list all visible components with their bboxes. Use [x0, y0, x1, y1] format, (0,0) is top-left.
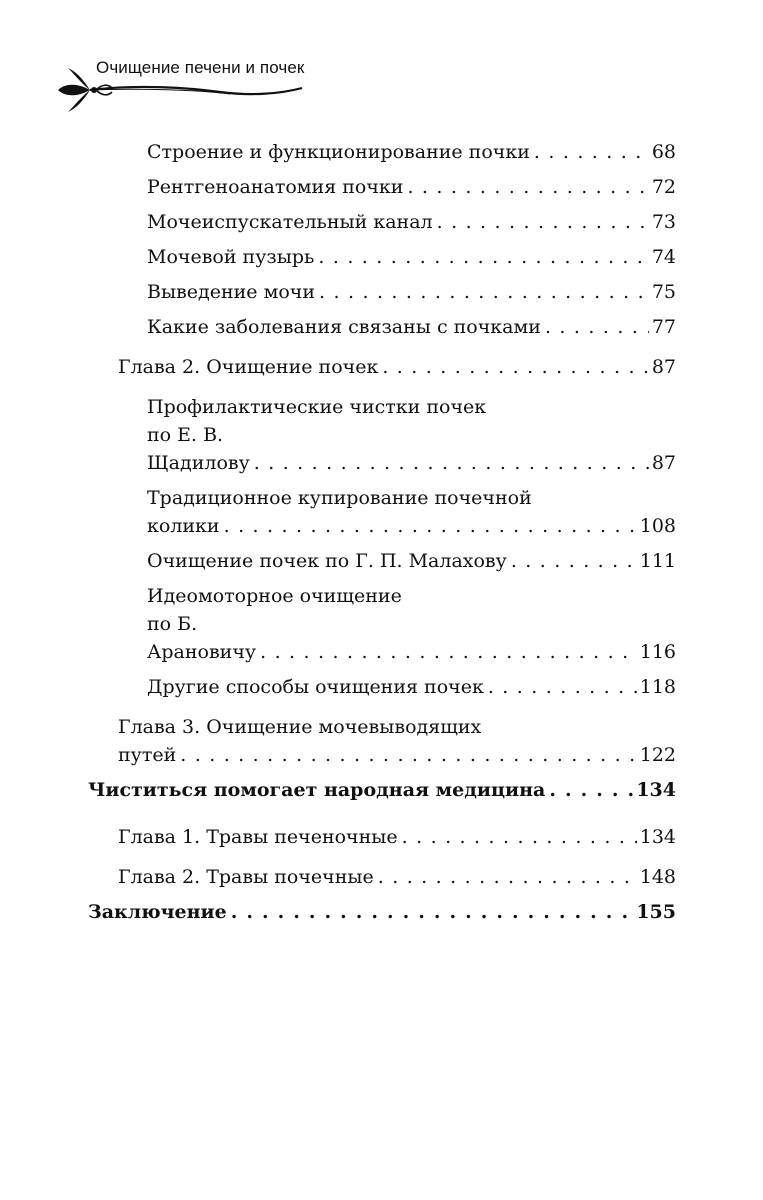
toc-page-number: 118: [639, 676, 676, 698]
toc-entry-title: Глава 1. Травы печеночные: [118, 826, 398, 848]
table-of-contents: [88, 138, 676, 926]
toc-entry-title: Очищение почек по Г. П. Малахову: [147, 550, 507, 572]
toc-entry-title-line2: путей: [118, 744, 177, 766]
toc-entry-title-line2: по Б. Арановичу: [147, 613, 257, 663]
dot-leader: [534, 138, 649, 166]
toc-entry[interactable]: [88, 484, 676, 540]
dot-leader: [319, 278, 649, 306]
toc-entry-title-line2: колики: [147, 515, 220, 537]
toc-entry-title: Глава 2. Травы почечные: [118, 866, 374, 888]
toc-page-number: 111: [639, 550, 676, 572]
toc-page-number: 87: [651, 452, 676, 474]
dot-leader: [382, 353, 648, 381]
dot-leader: [545, 313, 649, 341]
toc-part-entry[interactable]: [88, 776, 676, 804]
dot-leader: [402, 823, 637, 851]
toc-entry-title: Мочевой пузырь: [147, 246, 315, 268]
toc-page-number: 134: [636, 779, 676, 801]
dot-leader: [407, 173, 648, 201]
toc-page-number: 148: [639, 866, 676, 888]
toc-entry-title: Мочеиспускательный канал: [147, 211, 433, 233]
dot-leader: [180, 741, 636, 769]
toc-entry-title-line1: Глава 3. Очищение мочевыводящих: [118, 716, 482, 738]
toc-entry-title: Глава 2. Очищение почек: [118, 356, 379, 378]
toc-page-number: 77: [651, 316, 676, 338]
dot-leader: [437, 208, 649, 236]
toc-page-number: 155: [636, 901, 676, 923]
toc-page-number: 73: [651, 211, 676, 233]
dot-leader: [254, 449, 649, 477]
toc-chapter-entry[interactable]: [88, 863, 676, 891]
toc-entry[interactable]: [88, 243, 676, 271]
toc-page-number: 72: [651, 176, 676, 198]
toc-entry[interactable]: [88, 208, 676, 236]
toc-chapter-entry[interactable]: [88, 353, 676, 381]
toc-entry[interactable]: [88, 278, 676, 306]
toc-entry[interactable]: [88, 393, 676, 477]
toc-entry[interactable]: [88, 313, 676, 341]
toc-entry-title: Выведение мочи: [147, 281, 316, 303]
toc-entry-title: Заключение: [88, 901, 227, 923]
toc-chapter-entry[interactable]: [88, 823, 676, 851]
toc-page-number: 68: [651, 141, 676, 163]
toc-entry-title-line2: по Е. В. Щадилову: [147, 424, 250, 474]
toc-entry-title: Строение и функционирование почки: [147, 141, 530, 163]
toc-chapter-entry[interactable]: [88, 713, 676, 769]
toc-entry-title-line1: Профилактические чистки почек: [147, 396, 487, 418]
toc-entry[interactable]: [88, 138, 676, 166]
toc-entry-title-line1: Традиционное купирование почечной: [147, 487, 532, 509]
toc-page-number: 74: [651, 246, 676, 268]
toc-page-number: 116: [639, 641, 676, 663]
toc-page-number: 108: [639, 515, 676, 537]
dot-leader: [488, 673, 637, 701]
toc-page-number: 122: [639, 744, 676, 766]
toc-page-number: 75: [651, 281, 676, 303]
toc-part-entry[interactable]: [88, 898, 676, 926]
dot-leader: [260, 638, 637, 666]
dot-leader: [231, 898, 634, 926]
dot-leader: [224, 512, 637, 540]
toc-entry-title: Какие заболевания связаны с почками: [147, 316, 541, 338]
toc-entry-title-line1: Идеомоторное очищение: [147, 585, 402, 607]
flourish-ornament-icon: [50, 68, 310, 112]
toc-entry[interactable]: [88, 673, 676, 701]
toc-entry-title: Другие способы очищения почек: [147, 676, 484, 698]
toc-entry-title: Чиститься помогает народная медицина: [88, 779, 546, 801]
dot-leader: [511, 547, 637, 575]
toc-entry[interactable]: [88, 173, 676, 201]
dot-leader: [549, 776, 633, 804]
toc-entry-title: Рентгеноанатомия почки: [147, 176, 404, 198]
running-title: Очищение печени и почек: [96, 58, 305, 77]
toc-page-number: 134: [639, 826, 676, 848]
dot-leader: [318, 243, 648, 271]
toc-entry[interactable]: [88, 547, 676, 575]
toc-page-number: 87: [651, 356, 676, 378]
dot-leader: [378, 863, 637, 891]
toc-entry[interactable]: [88, 582, 676, 666]
